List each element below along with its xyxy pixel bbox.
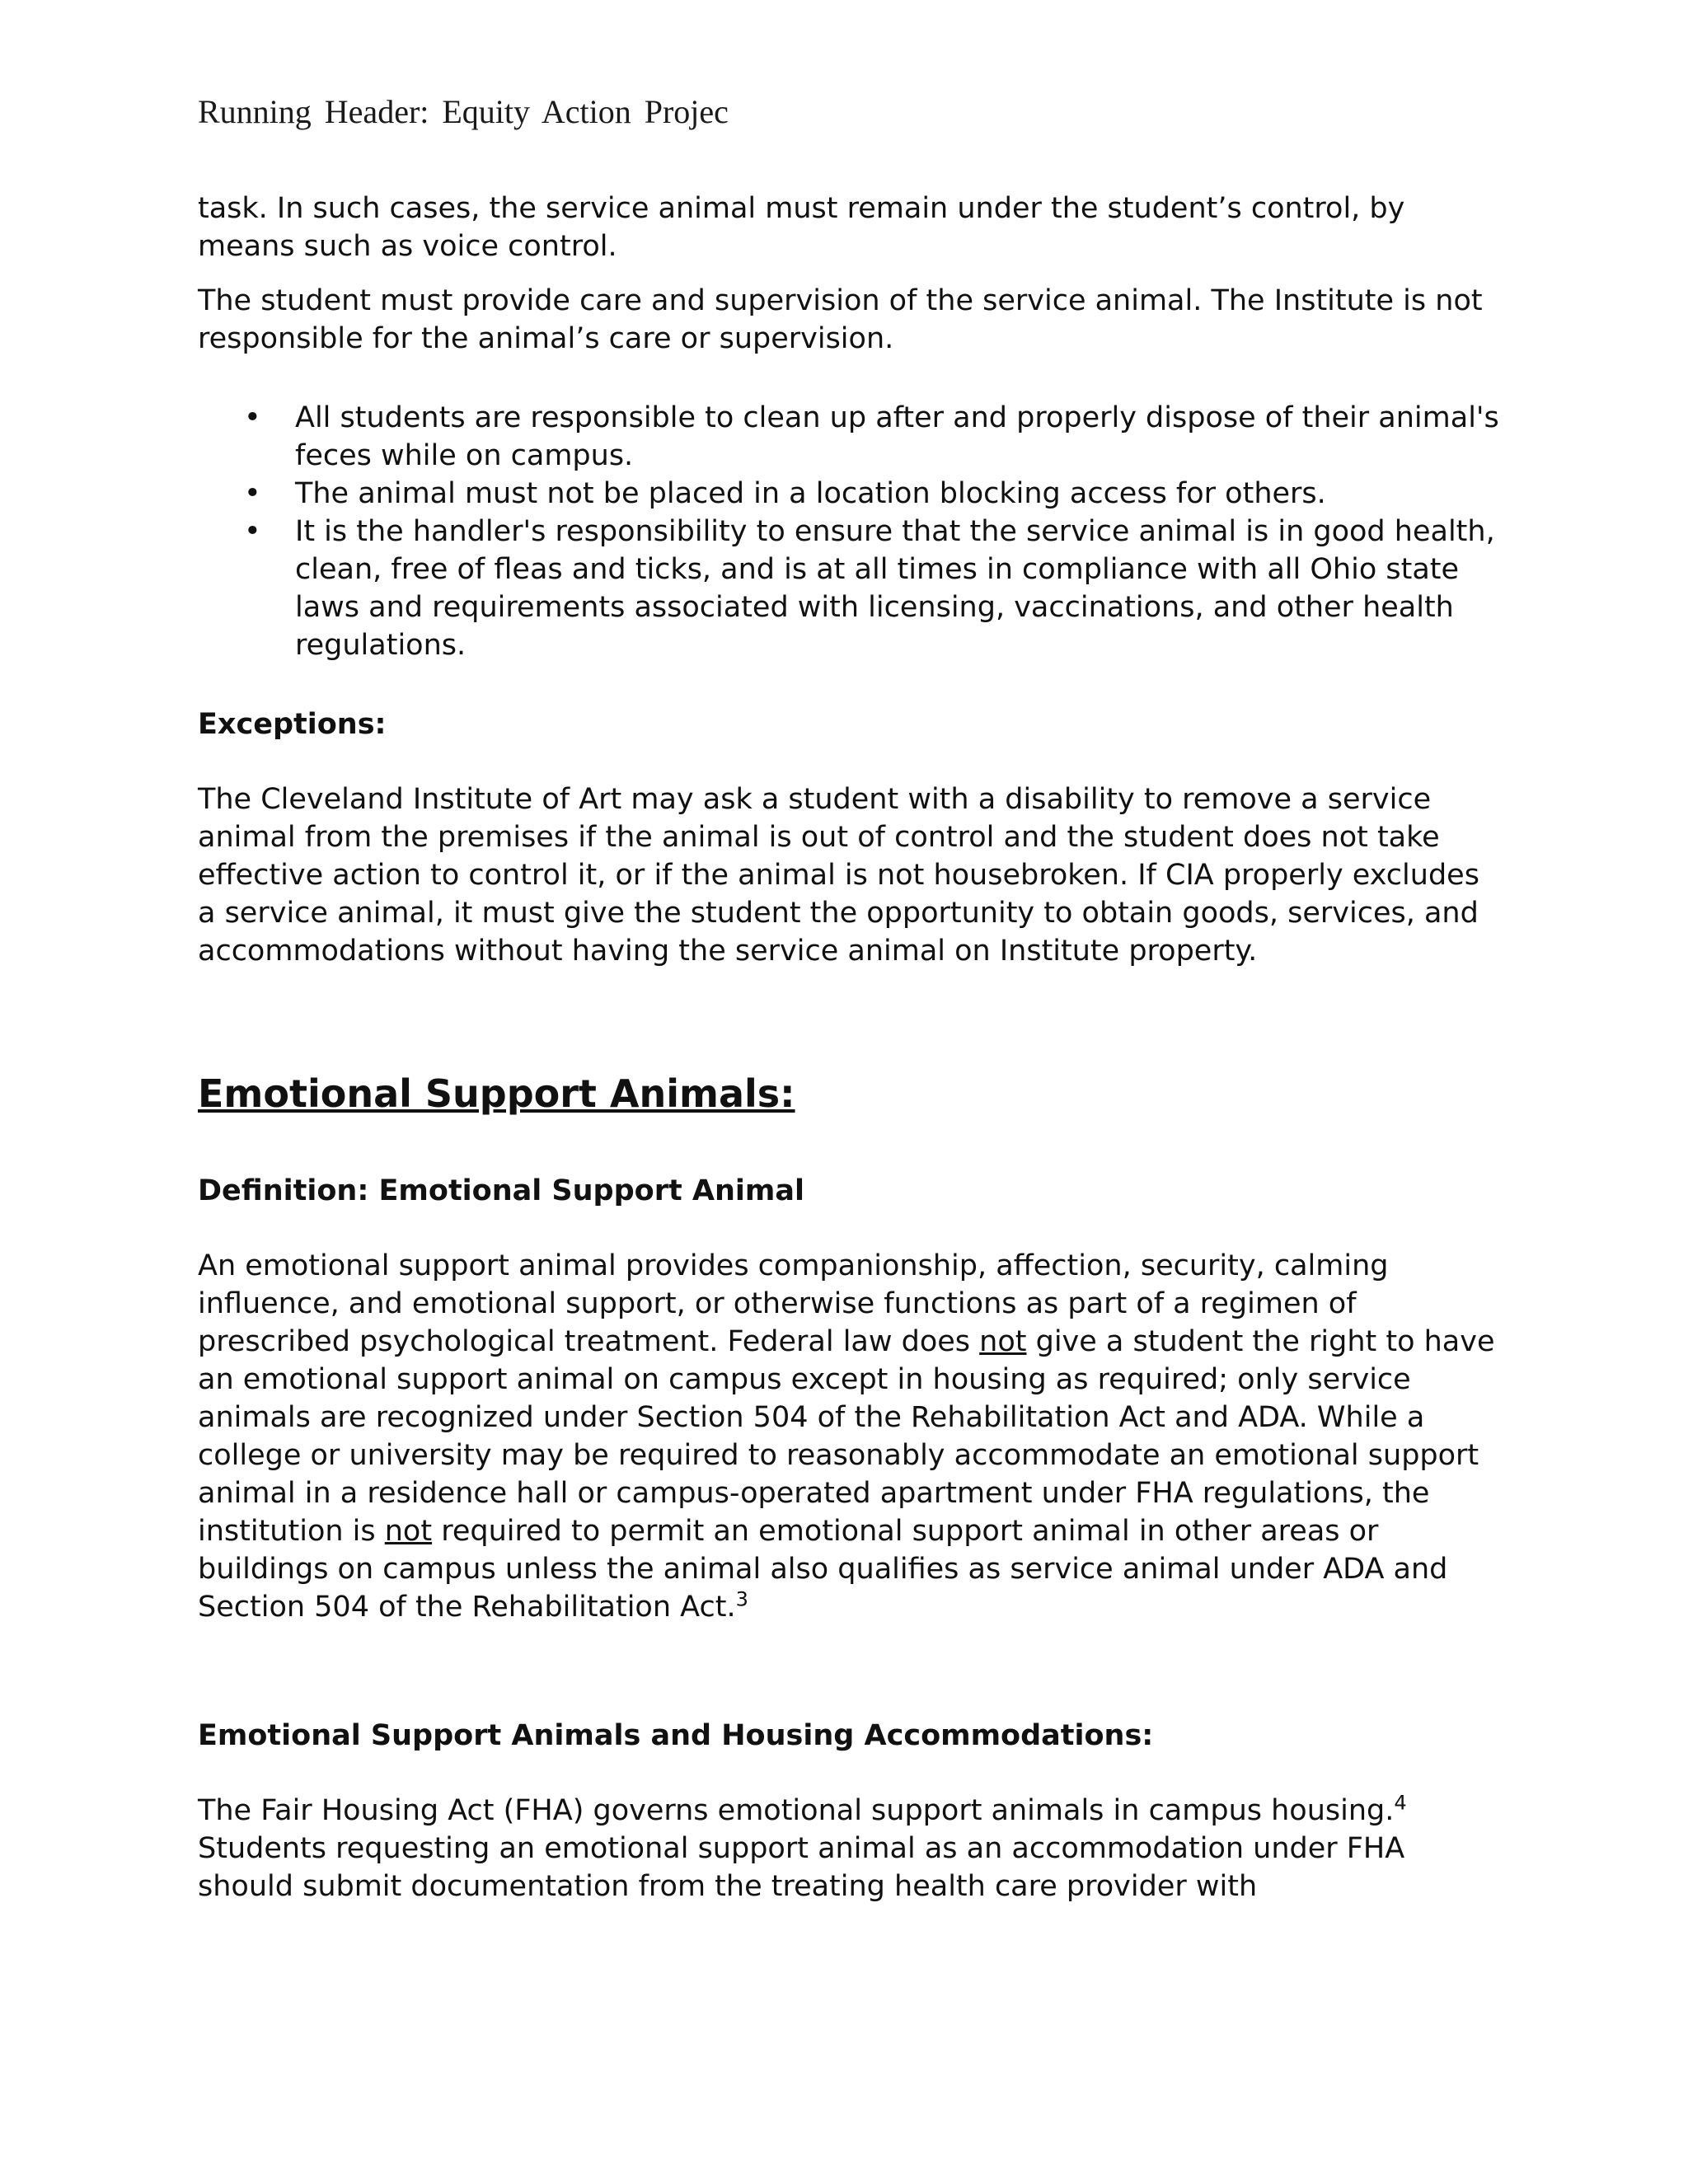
list-item: • It is the handler's responsibility to ensure that the service animal is in good health, clean, free of fleas and ticks, and is at all times in compliance with all Ohio state laws and requirements associated with licensing, vaccinations, and other health regulations. [295,513,1500,664]
esa-section-heading: Emotional Support Animals: [198,1071,795,1116]
footnote-ref: 4 [1394,1791,1407,1815]
paragraph-task: task. In such cases, the service animal must remain under the student’s control, by means such as voice control. [198,192,1405,263]
definition-text-part1: An emotional support animal provides companionship, affection, security, calming influence, and emotional support, or otherwise functions as part of a regimen of prescribed psychological treatment. Federal law does [198,1249,1389,1358]
list-item: • All students are responsible to clean up after and properly dispose of their animal's feces while on campus. [295,399,1500,475]
exceptions-paragraph: The Cleveland Institute of Art may ask a student with a disability to remove a service animal from the premises if the animal is out of control and the student does not take effective action to control it, or if the animal is not housebroken. If CIA properly excludes a service animal, it must give the student the opportunity to obtain goods, services, and accommodations without having the service animal on Institute property. [198,783,1479,968]
running-header: Running Header: Equity Action Projec [198,93,729,130]
emphasis-not: not [384,1515,433,1548]
housing-text-part1: The Fair Housing Act (FHA) governs emotional support animals in campus housing. [198,1794,1395,1827]
responsibilities-list [198,399,1500,664]
definition-text-part2: give a student the right to have an emotional support animal on campus except in housing as required; only service animals are recognized under Section 504 of the Rehabilitation Act and ADA. While a college or university may be required to reasonably accommodate an emotional support animal in a residence hall or campus-operated apartment under FHA regulations, the institution is [198,1325,1495,1548]
housing-paragraph [198,1792,1500,1905]
paragraph-care: The student must provide care and supervision of the service animal. The Institute is not responsible for the animal’s care or supervision. [198,284,1483,355]
document-body [198,190,1500,1905]
list-item: • The animal must not be placed in a location blocking access for others. [295,475,1500,513]
emphasis-not: not [979,1325,1027,1358]
definition-text-part3: required to permit an emotional support animal in other areas or buildings on campus unless the animal also qualifies as service animal under ADA and Section 504 of the Rehabilitation Act. [198,1515,1448,1624]
footnote-ref: 3 [735,1587,748,1611]
housing-heading: Emotional Support Animals and Housing Accommodations: [198,1719,1154,1752]
definition-paragraph [198,1247,1500,1626]
definition-heading: Definition: Emotional Support Animal [198,1174,804,1207]
housing-text-part2: Students requesting an emotional support animal as an accommodation under FHA should submit documentation from the treating health care provider with [198,1832,1405,1903]
exceptions-heading: Exceptions: [198,708,387,741]
